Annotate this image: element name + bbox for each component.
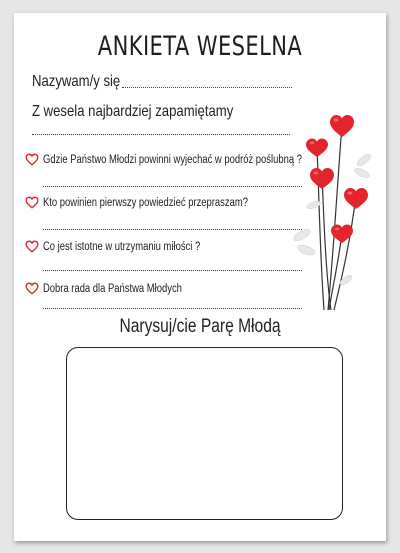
memory-label: Z wesela najbardziej zapamiętamy [32,103,234,120]
name-answer-line[interactable] [122,87,292,88]
question-item-3 [25,240,235,253]
drawing-area[interactable] [66,347,343,520]
question-text-4: Dobra rada dla Państwa Młodych [43,282,182,295]
red-hearts-flowers-icon [284,105,384,315]
heart-outline-icon [25,240,39,253]
answer-line-1[interactable] [43,186,302,187]
question-text-3: Co jest istotne w utrzymaniu miłości ? [43,240,201,253]
answer-line-2[interactable] [43,229,302,230]
memory-answer-line[interactable] [32,134,290,135]
name-label: Nazywam/y się [32,73,121,90]
heart-outline-icon [25,196,39,209]
question-text-1: Gdzie Państwo Młodzi powinni wyjechać w podróż poślubną ? [43,153,302,166]
answer-line-3[interactable] [43,270,302,271]
draw-section-title: Narysuj/cie Parę Młodą [119,316,281,337]
answer-line-4[interactable] [43,308,302,309]
question-text-2: Kto powinien pierwszy powiedzieć przepraszam? [43,196,248,209]
question-item-2 [25,196,293,209]
page-title: ANKIETA WESELNA [97,31,303,62]
heart-outline-icon [25,153,39,166]
heart-outline-icon [25,282,39,295]
question-item-4 [25,282,212,295]
survey-card [14,13,386,541]
